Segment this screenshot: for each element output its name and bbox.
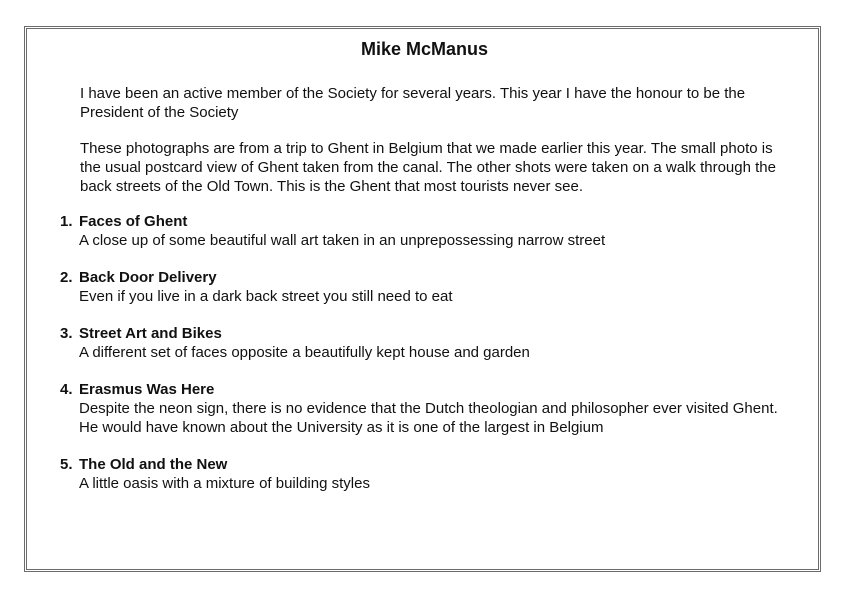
item-title: Street Art and Bikes [79, 325, 222, 342]
item-description: A close up of some beautiful wall art taken in an unprepossessing narrow street [79, 232, 606, 249]
item-number: 2. [60, 269, 73, 286]
item-description: A different set of faces opposite a beautifully kept house and garden [79, 344, 530, 361]
item-number: 4. [60, 381, 73, 398]
intro-paragraph: I have been an active member of the Society for several years. This year I have the honour to be the President of the Society [80, 85, 746, 121]
photo-list [60, 212, 790, 511]
item-title: Faces of Ghent [79, 213, 188, 230]
item-title: Back Door Delivery [79, 269, 217, 286]
item-number: 5. [60, 456, 73, 473]
page-title: Mike McManus [360, 39, 489, 59]
item-description: A little oasis with a mixture of building styles [79, 475, 370, 492]
description-paragraph: These photographs are from a trip to Ghent in Belgium that we made earlier this year. The small photo is the usual postcard view of Ghent taken from the canal. The other shots were taken on a walk through the back streets of the Old Town. This is the Ghent that most tourists never see. [80, 140, 776, 195]
item-title: The Old and the New [79, 456, 228, 473]
item-description: Even if you live in a dark back street you still need to eat [79, 288, 453, 305]
list-item [60, 455, 790, 493]
list-item [60, 380, 790, 437]
item-description: Despite the neon sign, there is no evidence that the Dutch theologian and philosopher ever visited Ghent. He would have known about the University as it is one of the largest in Belgium [79, 400, 778, 436]
item-title: Erasmus Was Here [79, 381, 215, 398]
item-number: 3. [60, 325, 73, 342]
list-item [60, 324, 790, 362]
item-number: 1. [60, 213, 73, 230]
list-item [60, 268, 790, 306]
list-item [60, 212, 790, 250]
